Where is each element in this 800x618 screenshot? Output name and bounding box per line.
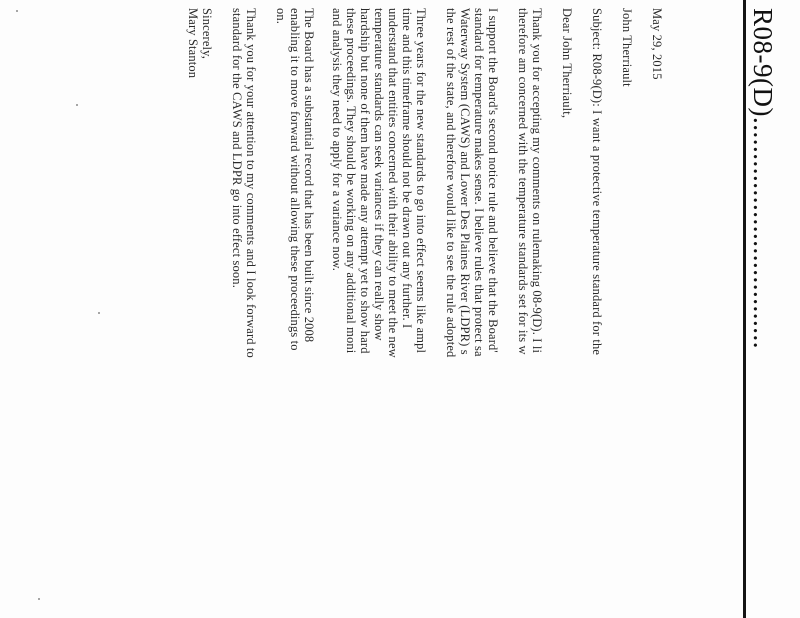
paragraph-2-line: I support the Board's second notice rule and believe that the Board' <box>486 8 500 353</box>
paragraph-3-line: and analysis they need to apply for a variance now. <box>330 8 344 271</box>
paragraph-2-line: the rest of the state, and therefore would like to see the rule adopted <box>444 8 458 358</box>
paragraph-3-line: Three years for the new standards to go into effect seems like ampl <box>414 8 428 354</box>
scan-speck <box>38 598 40 600</box>
letter-salutation: Dear John Therriault, <box>560 8 574 119</box>
paragraph-3-line: understand that entities concerned with their ability to meet the new <box>386 8 400 358</box>
paragraph-3-line: time and this timeframe should not be drawn out any further. I <box>400 8 414 329</box>
paragraph-4-line: on. <box>274 8 288 25</box>
paragraph-4-line: enabling it to move forward without allowing these proceedings to <box>288 8 302 351</box>
paragraph-1-line: Thank you for accepting my comments on rulemaking 08-9(D). I li <box>530 8 544 354</box>
letter-date: May 29, 2015 <box>650 8 664 80</box>
letter-subject: Subject: R08-9(D): I want a protective temperature standard for the <box>590 8 604 356</box>
letter-signature: Mary Stanton <box>186 8 200 79</box>
paragraph-5-line: standard for the CAWS and LDPR go into effect soon. <box>230 8 244 288</box>
paragraph-2-line: standard for temperature makes sense. I believe rules that protect sa <box>472 8 486 357</box>
scan-speck <box>98 312 100 314</box>
paragraph-3-line: temperature standards can seek variances if they can really show <box>372 8 386 341</box>
scan-speck <box>76 104 78 106</box>
paragraph-2-line: Waterway System (CAWS) and Lower Des Plaines River (LDPR) s <box>458 8 472 355</box>
header-rule <box>743 0 746 618</box>
paragraph-3-line: hardship but none of them have made any attempt yet to show hard <box>358 8 372 354</box>
paragraph-4-line: The Board has a substantial record that has been built since 2008 <box>302 8 316 343</box>
docket-header: R08-9(D)................................ <box>748 8 778 349</box>
paragraph-3-line: these proceedings. They should be working on any additional moni <box>344 8 358 354</box>
paragraph-5-line: Thank you for your attention to my comments and I look forward to <box>244 8 258 358</box>
scan-speck <box>16 10 18 12</box>
letter-closing: Sincerely, <box>200 8 214 60</box>
paragraph-1-line: therefore am concerned with the temperature standards set for its w <box>516 8 530 355</box>
letter-recipient: John Therriault <box>620 8 634 87</box>
